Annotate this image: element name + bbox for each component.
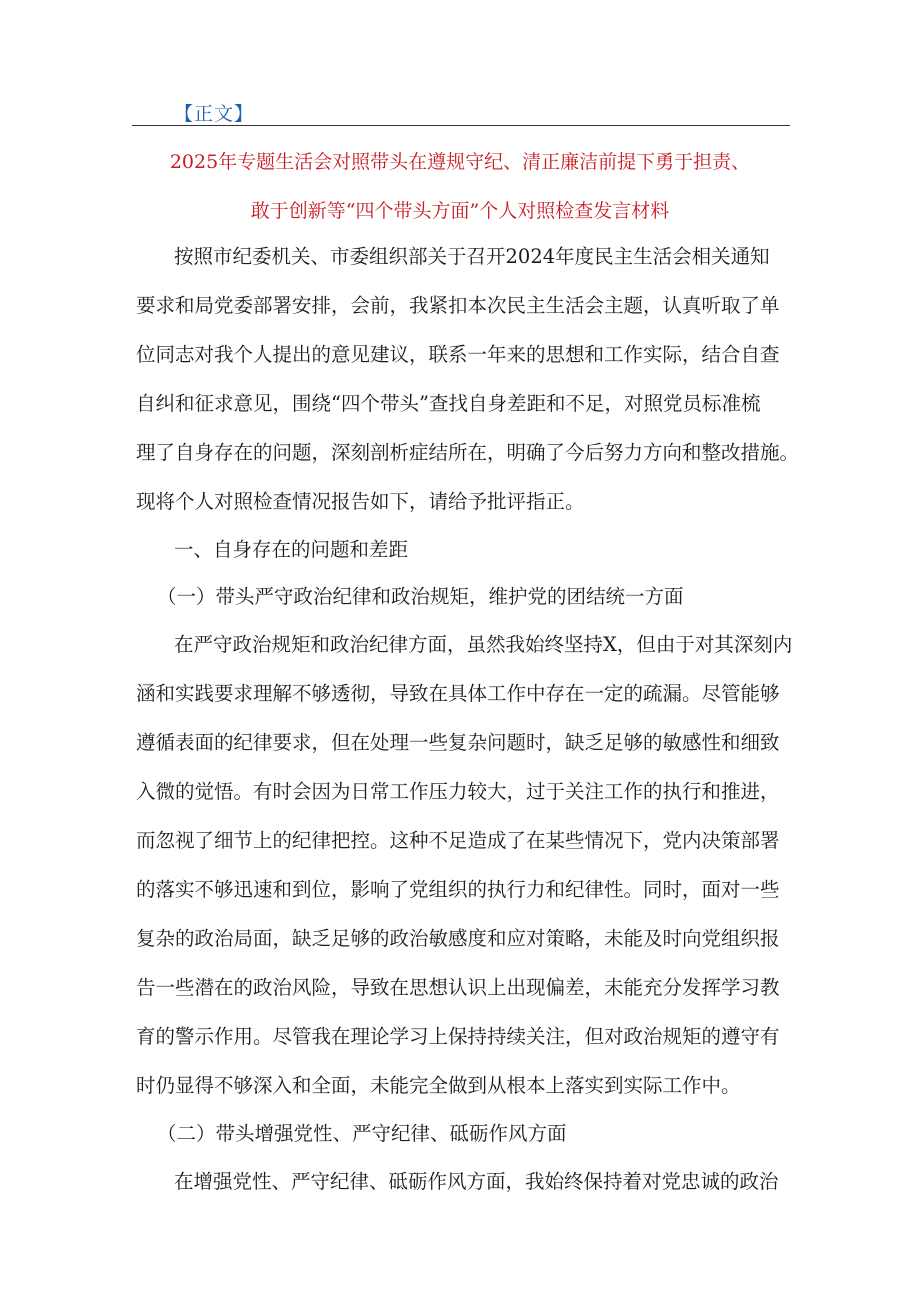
section-tag: 【正文】 xyxy=(174,103,255,125)
paragraph-line: 在增强党性、严守纪律、砥砺作风方面，我始终保持着对党忠诚的政治 xyxy=(174,1170,779,1193)
paragraph-line: 要求和局党委部署安排，会前，我紧扣本次民主生活会主题，认真听取了单 xyxy=(136,294,780,317)
paragraph-line: 入微的觉悟。有时会因为日常工作压力较大，过于关注工作的执行和推进， xyxy=(136,780,780,803)
paragraph-line: 告一些潜在的政治风险，导致在思想认识上出现偏差，未能充分发挥学习教 xyxy=(136,976,780,999)
header-divider xyxy=(132,125,790,126)
subsection-heading-2: （二）带头增强党性、严守纪律、砥砺作风方面 xyxy=(157,1122,567,1145)
paragraph-line: 复杂的政治局面，缺乏足够的政治敏感度和应对策略，未能及时向党组织报 xyxy=(136,927,780,950)
paragraph-line: 在严守政治规矩和政治纪律方面，虽然我始终坚持X，但由于对其深刻内 xyxy=(174,633,793,656)
paragraph-line: 涵和实践要求理解不够透彻，导致在具体工作中存在一定的疏漏。尽管能够 xyxy=(136,682,780,705)
paragraph-line: 遵循表面的纪律要求，但在处理一些复杂问题时，缺乏足够的敏感性和细致 xyxy=(136,731,780,754)
document-title-line-1: 2025年专题生活会对照带头在遵规守纪、清正廉洁前提下勇于担责、 xyxy=(169,151,751,173)
paragraph-line: 育的警示作用。尽管我在理论学习上保持持续关注，但对政治规矩的遵守有 xyxy=(136,1025,780,1048)
section-heading-1: 一、自身存在的问题和差距 xyxy=(174,538,409,561)
paragraph-line: 时仍显得不够深入和全面，未能完全做到从根本上落实到实际工作中。 xyxy=(136,1074,741,1097)
paragraph-line: 的落实不够迅速和到位，影响了党组织的执行力和纪律性。同时，面对一些 xyxy=(136,878,780,901)
paragraph-line: 位同志对我个人提出的意见建议，联系一年来的思想和工作实际，结合自查 xyxy=(136,343,780,366)
paragraph-line: 自纠和征求意见，围绕“四个带头”查找自身差距和不足，对照党员标准梳 xyxy=(136,392,761,415)
paragraph-line: 现将个人对照检查情况报告如下，请给予批评指正。 xyxy=(136,490,585,513)
paragraph-line: 按照市纪委机关、市委组织部关于召开2024年度民主生活会相关通知 xyxy=(174,245,770,268)
subsection-heading-1: （一）带头严守政治纪律和政治规矩，维护党的团结统一方面 xyxy=(157,585,684,608)
paragraph-line: 而忽视了细节上的纪律把控。这种不足造成了在某些情况下，党内决策部署 xyxy=(136,829,780,852)
document-title-line-2: 敢于创新等“四个带头方面”个人对照检查发言材料 xyxy=(250,200,670,222)
paragraph-line: 理了自身存在的问题，深刻剖析症结所在，明确了今后努力方向和整改措施。 xyxy=(136,441,800,464)
